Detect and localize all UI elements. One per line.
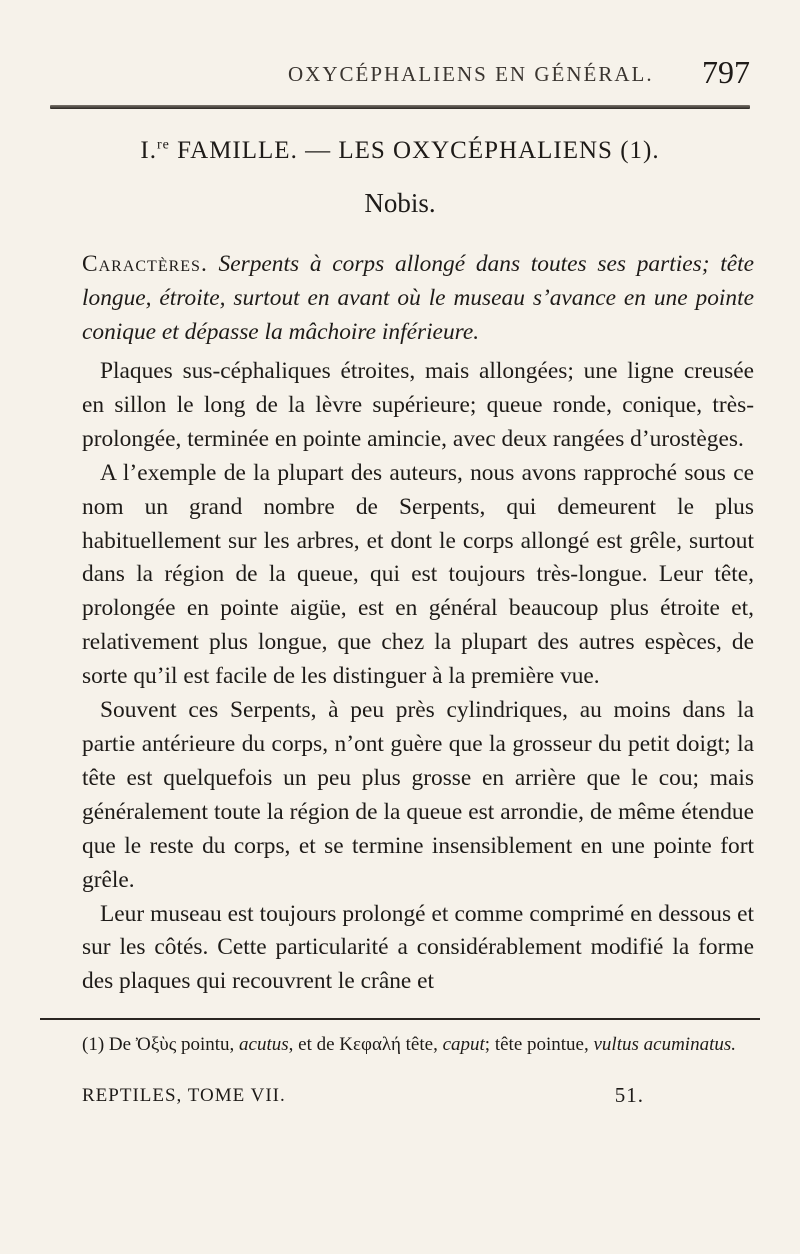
- paragraph: Leur museau est toujours prolongé et comme comprimé en dessous et sur les côtés. Cette particularité a considérablement modifié la forme des plaques qui recouvrent le crâne et: [82, 900, 754, 995]
- footnote-rule: [40, 1018, 760, 1020]
- family-title: [0, 137, 800, 165]
- footnote: [82, 1032, 754, 1057]
- family-number-sup: re: [156, 137, 170, 153]
- header-rule: [50, 105, 750, 109]
- footnote-lead: (1) De Ὀξὺς pointu,: [82, 1034, 240, 1055]
- signature-volume: REPTILES, TOME VII.: [82, 1085, 286, 1106]
- running-head: OXYCÉPHALIENS EN GÉNÉRAL.: [288, 62, 654, 86]
- body-paragraphs: [82, 355, 754, 999]
- signature-mark: 51.: [614, 1083, 644, 1107]
- page-number: 797: [702, 54, 750, 90]
- family-subtitle: Nobis.: [364, 188, 436, 218]
- footnote-end: ; tête pointue,: [484, 1034, 594, 1055]
- footnote-mid: , et de Κεφαλή tête,: [288, 1034, 443, 1055]
- characters-paragraph: [82, 248, 754, 350]
- footnote-vultus: vultus acuminatus.: [593, 1034, 736, 1055]
- paragraph: Souvent ces Serpents, à peu près cylindriques, au moins dans la partie antérieure du corps, n’ont guère que la grosseur du petit doigt; la tête est quelquefois un peu plus grosse en arrière que le cou; mais généralement toute la région de la queue est arrondie, de même étendue que le reste du corps, et se termine insensiblement en une pointe fort grêle.: [82, 697, 754, 893]
- paragraph: A l’exemple de la plupart des auteurs, nous avons rapproché sous ce nom un grand nombre de Serpents, qui demeurent le plus habituellement sur les arbres, et dont le corps allongé est grêle, surtout dans la région de la queue, qui est toujours très-longue. Leur tête, prolongée en pointe aigüe, est en général beaucoup plus étroite et, relativement plus longue, que chez la plupart des autres espèces, de sorte qu’il est facile de les distinguer à la première vue.: [82, 459, 754, 690]
- footnote-caput: caput: [442, 1034, 485, 1055]
- footnote-acutus: acutus: [239, 1034, 289, 1055]
- characters-text: Serpents à corps allongé dans toutes ses parties; tête longue, étroite, surtout en avant où le museau s’avance en une pointe conique et dépasse la mâchoire inférieure.: [82, 251, 754, 345]
- signature-line: [82, 1085, 754, 1107]
- family-title-text: FAMILLE. — LES OXYCÉPHALIENS (1).: [169, 137, 660, 164]
- characters-label: Caractères.: [82, 251, 208, 277]
- paragraph: Plaques sus-céphaliques étroites, mais allongées; une ligne creusée en sillon le long de la lèvre supérieure; queue ronde, conique, très-prolongée, terminée en pointe amincie, avec deux rangées d’urostèges.: [82, 358, 754, 452]
- family-number: I.: [140, 137, 157, 164]
